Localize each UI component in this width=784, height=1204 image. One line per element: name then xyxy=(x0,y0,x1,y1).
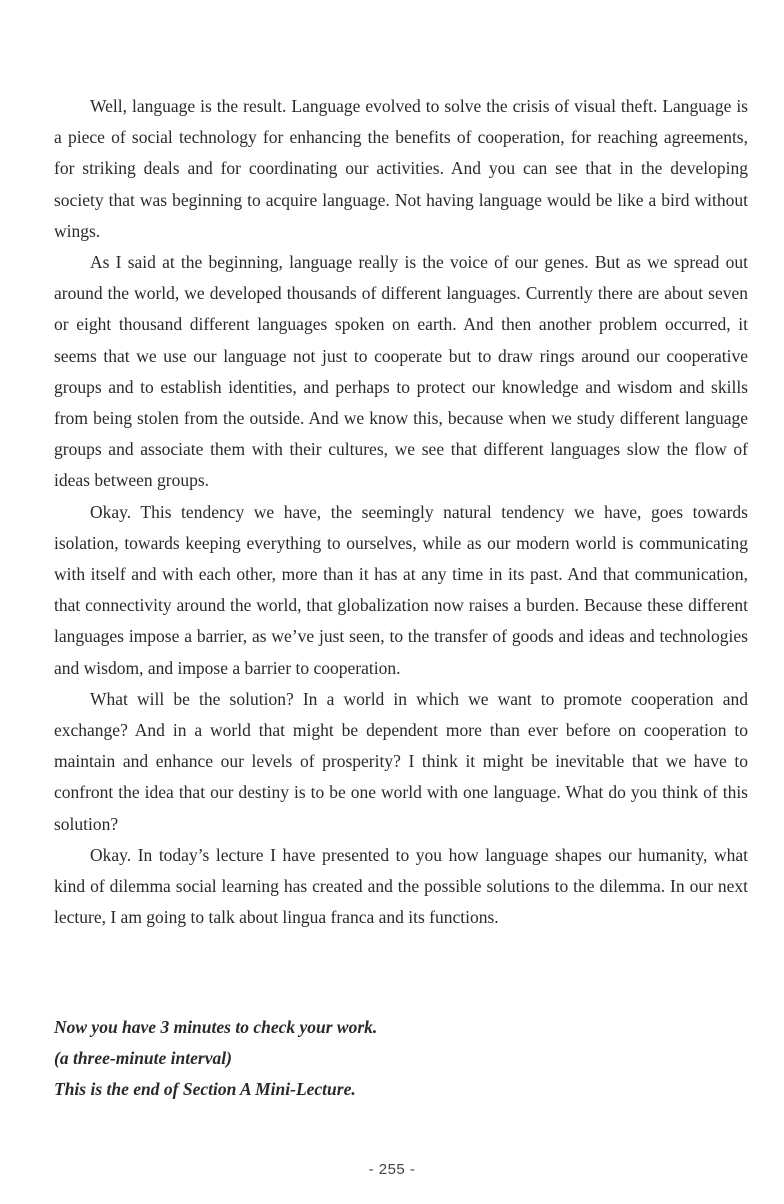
paragraph: Okay. In today’s lecture I have presented to you how language shapes our humanity, what kind of dilemma social learning has created and the possible solutions to the dilemma. In our next lecture, I am going to talk about lingua franca and its functions. xyxy=(54,844,748,928)
instruction-line: (a three-minute interval) xyxy=(54,1048,232,1069)
paragraph: What will be the solution? In a world in which we want to promote cooperation and exchange? And in a world that might be dependent more than ever before on cooperation to maintain and enhance our levels of prosperity? I think it might be inevitable that we have to confront the idea that our destiny is to be one world with one language. What do you think of this solution? xyxy=(54,688,748,834)
lecture-transcript xyxy=(54,91,748,933)
page-number: - 255 - xyxy=(368,1161,416,1178)
closing-instructions xyxy=(54,1012,748,1106)
instruction-line: Now you have 3 minutes to check your work. xyxy=(54,1017,378,1037)
paragraph: Okay. This tendency we have, the seemingly natural tendency we have, goes towards isolation, towards keeping everything to ourselves, while as our modern world is communicating with itself and with each other, more than it has at any time in its past. And that communication, that connectivity around the world, that globalization now raises a burden. Because these different languages impose a barrier, as we’ve just seen, to the transfer of goods and ideas and technologies and wisdom, and impose a barrier to cooperation. xyxy=(54,501,748,678)
paragraph: As I said at the beginning, language really is the voice of our genes. But as we spread out around the world, we developed thousands of different languages. Currently there are about seven or eight thousand different languages spoken on earth. And then another problem occurred, it seems that we use our language not just to cooperate but to draw rings around our cooperative groups and to establish identities, and perhaps to protect our knowledge and wisdom and skills from being stolen from the outside. And we know this, because when we study different language groups and associate them with their cultures, we see that different languages slow the flow of ideas between groups. xyxy=(54,252,748,491)
instruction-line: This is the end of Section A Mini-Lecture. xyxy=(54,1079,356,1100)
paragraph: Well, language is the result. Language evolved to solve the crisis of visual theft. Language is a piece of social technology for enhancing the benefits of cooperation, for reaching agreements, for striking deals and for coordinating our activities. And you can see that in the developing society that was beginning to acquire language. Not having language would be like a bird without wings. xyxy=(54,96,748,241)
